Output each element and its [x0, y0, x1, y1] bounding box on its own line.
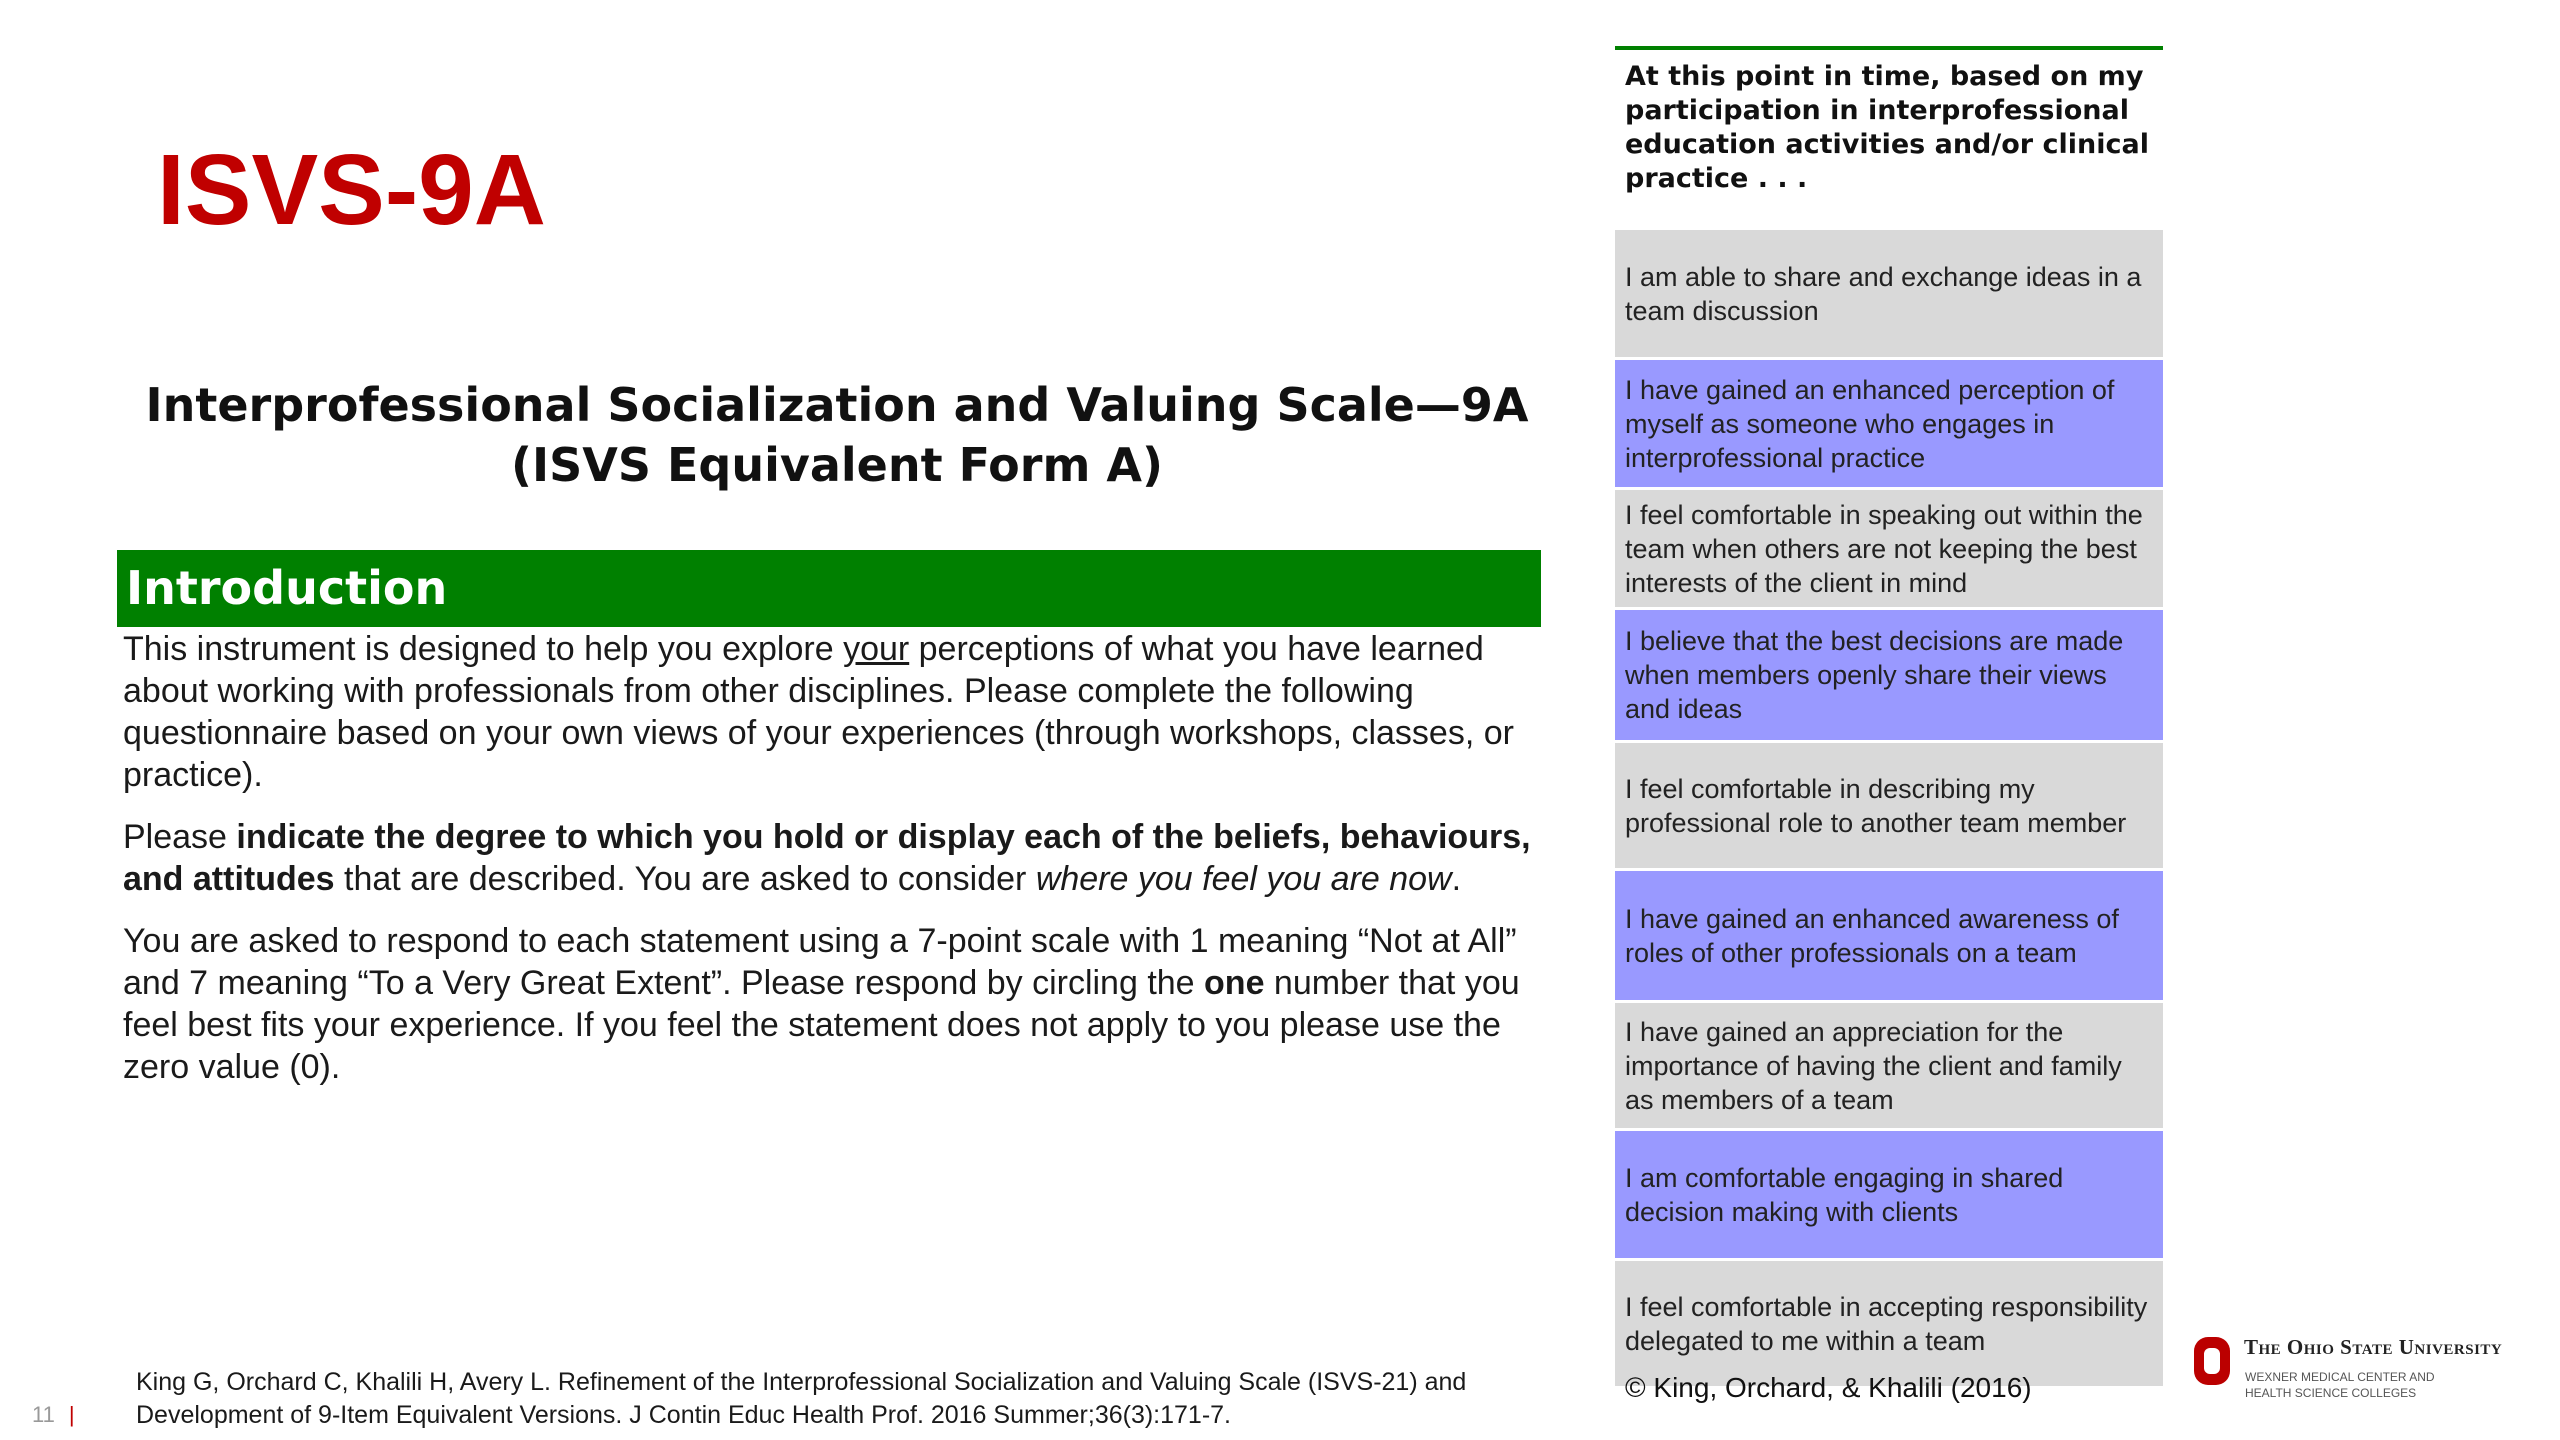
scale-item: I have gained an enhanced awareness of roles of other professionals on a team	[1615, 871, 2163, 1003]
introduction-heading: Introduction	[117, 550, 1541, 627]
introduction-body	[123, 628, 1563, 1108]
osu-block-o-icon	[2192, 1335, 2232, 1387]
citation-reference: King G, Orchard C, Khalili H, Avery L. Refinement of the Interprofessional Socialization and Valuing Scale (ISVS-21) and Development of 9-Item Equivalent Versions. J Contin Educ Health Prof. 2016 Summer;36(3):171-7.	[136, 1368, 1467, 1429]
scale-item: I feel comfortable in accepting responsibility delegated to me within a team	[1615, 1261, 2163, 1389]
page-title: ISVS-9A	[157, 134, 547, 246]
slide-number	[32, 1402, 75, 1428]
p2-italic-text: where you feel you are now	[1035, 860, 1452, 898]
p3-text-b: number that you feel best fits your experience. If you feel the statement does not apply to you please use the zero value (0).	[123, 964, 1520, 1086]
p1-text-a: This instrument is designed to help you explore	[123, 630, 844, 668]
osu-subtitle-line-1: WEXNER MEDICAL CENTER AND	[2245, 1370, 2435, 1384]
scale-item: I am able to share and exchange ideas in a team discussion	[1615, 230, 2163, 360]
scale-item-list	[1615, 230, 2163, 1389]
p2-bold-text: indicate the degree to which you hold or display each of the beliefs, behaviours, and attitudes	[123, 818, 1531, 898]
intro-paragraph-2	[123, 816, 1563, 900]
scale-item: I have gained an appreciation for the importance of having the client and family as members of a team	[1615, 1003, 2163, 1131]
scale-item: I feel comfortable in describing my professional role to another team member	[1615, 743, 2163, 871]
slide-number-value: 11	[32, 1402, 55, 1427]
panel-header: At this point in time, based on my participation in interprofessional education activities and/or clinical practice . . .	[1615, 50, 2163, 230]
scale-item: I believe that the best decisions are made when members openly share their views and ideas	[1615, 610, 2163, 743]
copyright-notice: © King, Orchard, & Khalili (2016)	[1625, 1372, 2032, 1403]
p3-bold-one: one	[1204, 964, 1265, 1002]
osu-subtitle	[2245, 1369, 2505, 1401]
osu-subtitle-line-2: HEALTH SCIENCE COLLEGES	[2245, 1386, 2417, 1400]
p1-underlined-your: your	[843, 630, 910, 668]
p2-text-b: that are described. You are asked to consider	[334, 860, 1036, 898]
p2-text-c: .	[1451, 860, 1462, 898]
p1-text-b: perceptions of what you have learned about working with professionals from other disciplines. Please complete the following questionnaire based on your own views of your experiences (through workshops, classes, or practice).	[123, 630, 1514, 794]
scale-item: I feel comfortable in speaking out within the team when others are not keeping the best interests of the client in mind	[1615, 490, 2163, 610]
scale-subtitle	[117, 375, 1557, 495]
subtitle-line-2: (ISVS Equivalent Form A)	[510, 438, 1164, 492]
scale-items-panel	[1615, 46, 2163, 1389]
intro-paragraph-1	[123, 628, 1563, 796]
osu-name: The Ohio State University	[2244, 1335, 2503, 1359]
scale-item: I have gained an enhanced perception of myself as someone who engages in interprofessional practice	[1615, 360, 2163, 490]
intro-paragraph-3	[123, 920, 1563, 1088]
scale-item: I am comfortable engaging in shared decision making with clients	[1615, 1131, 2163, 1261]
p3-text-a: You are asked to respond to each statement using a 7-point scale with 1 meaning “Not at All” and 7 meaning “To a Very Great Extent”. Please respond by circling the	[123, 922, 1517, 1002]
subtitle-line-1: Interprofessional Socialization and Valuing Scale—9A	[145, 378, 1529, 432]
osu-logo	[2192, 1333, 2532, 1400]
slide-number-divider: |	[68, 1402, 75, 1427]
p2-text-a: Please	[123, 818, 237, 856]
